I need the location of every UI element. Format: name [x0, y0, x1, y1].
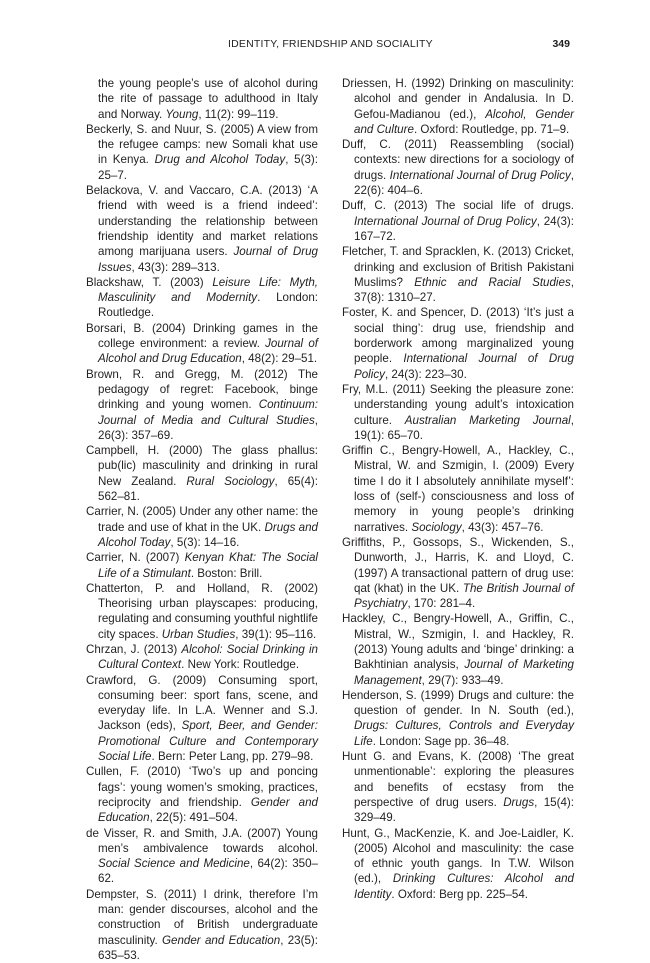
reference-text: Fletcher, T. and Spracklen, K. (2013) Cricket, drinking and exclusion of British Pakistani Muslims?: [342, 245, 574, 289]
running-head: [0, 38, 650, 52]
reference-entry: [342, 198, 574, 244]
reference-source-title: Social Science and Medicine: [98, 857, 250, 871]
reference-text: , 15(4): 329–49.: [354, 795, 574, 825]
reference-text: , 26(3): 357–69.: [98, 413, 318, 442]
reference-entry: [86, 581, 318, 642]
reference-text: . London: Routledge.: [98, 291, 318, 320]
reference-text: Duff, C. (2013) The social life of drugs.: [342, 199, 574, 213]
reference-entry: [342, 76, 574, 137]
reference-entry: [86, 321, 318, 367]
reference-text: Brown, R. and Gregg, M. (2012) The pedagogy of regret: Facebook, binge drinking and young women.: [86, 367, 318, 412]
reference-entry: [86, 275, 318, 321]
reference-text: . Boston: Brill.: [190, 566, 263, 580]
reference-text: . London: Sage pp. 36–48.: [372, 734, 510, 748]
reference-source-title: Drugs: [503, 795, 535, 809]
reference-entry: [342, 382, 574, 443]
reference-source-title: Urban Studies: [161, 627, 236, 641]
running-head-title: IDENTITY, FRIENDSHIP AND SOCIALITY: [228, 38, 433, 50]
reference-source-title: Sociology: [411, 520, 462, 534]
reference-entry: [86, 887, 318, 963]
reference-text: Griffiths, P., Gossops, S., Wickenden, S., Dunworth, J., Harris, K. and Lloyd, C. (1997) A transactional pattern of drug use: qat (khat) in the UK.: [342, 535, 574, 595]
reference-text: , 5(3): 25–7.: [98, 153, 319, 182]
reference-source-title: Drinking Cultures: Alcohol and Identity: [354, 872, 574, 901]
reference-source-title: Journal of Drug Issues: [98, 245, 319, 274]
reference-entry: [342, 535, 574, 611]
reference-source-title: Journal of Marketing Management: [354, 658, 574, 687]
reference-text: Fry, M.L. (2011) Seeking the pleasure zone: understanding young adult’s intoxication culture.: [342, 382, 574, 427]
reference-text: , 170: 281–4.: [407, 597, 476, 611]
reference-text: , 22(6): 404–6.: [354, 168, 574, 198]
reference-source-title: Ethnic and Racial Studies: [414, 275, 571, 289]
reference-text: Henderson, S. (1999) Drugs and culture: the question of gender. In N. South (ed.),: [342, 688, 574, 718]
reference-entry: [86, 122, 318, 183]
reference-text: . New York: Routledge.: [181, 658, 300, 672]
reference-text: Belackova, V. and Vaccaro, C.A. (2013) ‘A friend with weed is a friend indeed’: understanding the relationship between friendship identity and market relations among marijuana users.: [86, 184, 318, 259]
reference-text: Dempster, S. (2011) I drink, therefore I’m man: gender discourses, alcohol and the construction of British undergraduate masculinity.: [86, 887, 318, 947]
page-number: 349: [552, 38, 570, 50]
reference-text: Borsari, B. (2004) Drinking games in the college environment: a review.: [86, 321, 318, 351]
reference-source-title: Journal of Alcohol and Drug Education: [98, 337, 318, 366]
reference-source-title: Drugs and Alcohol Today: [98, 520, 318, 549]
reference-entry: [342, 443, 574, 535]
reference-entry: [86, 367, 318, 443]
reference-text: Chatterton, P. and Holland, R. (2002) Theorising urban playscapes: producing, regulating and consuming youthful nightlife city spaces.: [86, 581, 318, 641]
reference-entry: [342, 137, 574, 198]
reference-text: , 24(3): 223–30.: [384, 367, 467, 381]
reference-source-title: International Journal of Drug Policy: [354, 214, 537, 228]
reference-source-title: Alcohol: Social Drinking in Cultural Context: [98, 642, 318, 672]
reference-entry: [342, 305, 574, 381]
reference-entry: [86, 673, 318, 765]
reference-text: , 48(2): 29–51.: [241, 352, 318, 366]
reference-entry: [342, 611, 574, 687]
reference-source-title: Drug and Alcohol Today: [154, 153, 286, 167]
reference-text: Carrier, N. (2007): [86, 551, 185, 565]
reference-text: Hunt G. and Evans, K. (2008) ‘The great unmentionable’: exploring the pleasures and benefits of ecstasy from the perspective of drug users.: [342, 750, 574, 809]
reference-text: de Visser, R. and Smith, J.A. (2007) Young men’s ambivalence towards alcohol.: [86, 826, 318, 855]
reference-text: Hunt, G., MacKenzie, K. and Joe-Laidler, K. (2005) Alcohol and masculinity: the case of ethnic youth gangs. In T.W. Wilson (ed.),: [342, 826, 574, 886]
reference-source-title: Alcohol, Gender and Culture: [354, 107, 575, 136]
reference-text: Blackshaw, T. (2003): [86, 275, 213, 289]
reference-entry: [86, 826, 318, 887]
reference-text: , 37(8): 1310–27.: [354, 275, 574, 305]
reference-text: , 24(3): 167–72.: [354, 214, 574, 243]
reference-text: , 23(5): 635–53.: [98, 933, 318, 962]
reference-entry: [86, 183, 318, 275]
reference-text: Carrier, N. (2005) Under any other name: the trade and use of khat in the UK.: [86, 505, 318, 534]
reference-entry: [342, 244, 574, 305]
reference-entry: [86, 764, 318, 825]
reference-source-title: The British Journal of Psychiatry: [354, 581, 574, 611]
reference-text: Driessen, H. (1992) Drinking on masculinity: alcohol and gender in Andalusia. In D. Gefou-Madianou (ed.),: [342, 77, 574, 121]
reference-entry: [86, 642, 318, 673]
reference-source-title: Drugs: Cultures, Controls and Everyday Life: [354, 719, 574, 748]
reference-source-title: International Journal of Drug Policy: [389, 168, 571, 182]
reference-text: , 65(4): 562–81.: [98, 474, 318, 504]
reference-text: Chrzan, J. (2013): [86, 642, 182, 656]
reference-text: Foster, K. and Spencer, D. (2013) ‘It’s just a social thing’: drug use, friendship and borderwork among marginalized young people.: [342, 306, 574, 366]
reference-text: , 11(2): 99–119.: [198, 107, 279, 121]
reference-source-title: International Journal of Drug Policy: [354, 352, 574, 381]
reference-entry: [86, 550, 318, 581]
reference-entry: [342, 826, 574, 902]
reference-text: , 19(1): 65–70.: [354, 413, 574, 442]
reference-entry: [86, 443, 318, 504]
reference-text: . Bern: Peter Lang, pp. 279–98.: [151, 750, 314, 764]
reference-source-title: Gender and Education: [162, 933, 281, 947]
reference-text: , 43(3): 289–313.: [131, 260, 220, 274]
reference-text: , 64(2): 350–62.: [98, 857, 318, 886]
reference-entry-continued: [86, 76, 318, 122]
reference-source-title: Continuum: Journal of Media and Cultural Studies: [98, 398, 318, 427]
reference-text: Crawford, G. (2009) Consuming sport, consuming beer: sport fans, scene, and everyday life. In L.A. Wenner and S.J. Jackson (eds),: [86, 673, 318, 733]
reference-entry: [342, 749, 574, 825]
reference-text: Hackley, C., Bengry-Howell, A., Griffin, C., Mistral, W., Szmigin, I. and Hackley, R. (2013) Young adults and ‘binge’ drinking: a Bakhtinian analysis,: [342, 612, 574, 672]
reference-entry: [86, 504, 318, 550]
reference-text: Beckerly, S. and Nuur, S. (2005) A view from the refugee camps: new Somali khat use in Kenya.: [86, 122, 318, 167]
reference-text: Griffin C., Bengry-Howell, A., Hackley, C., Mistral, W. and Szmigin, I. (2009) Every time I do it I absolutely annihilate myself’: loss of (self-) consciousness and loss of memory in young people’s drinking narratives.: [342, 444, 574, 534]
reference-source-title: Rural Sociology: [186, 474, 275, 488]
reference-text: Campbell, H. (2000) The glass phallus: pub(lic) masculinity and drinking in rural New Zealand.: [86, 444, 318, 488]
reference-column-right: [342, 76, 574, 902]
reference-text: Duff, C. (2011) Reassembling (social) contexts: new directions for a sociology of drugs.: [342, 138, 574, 182]
reference-source-title: Kenyan Khat: The Social Life of a Stimulant: [98, 551, 318, 580]
reference-text: . Oxford: Routledge, pp. 71–9.: [413, 122, 570, 136]
reference-text: . Oxford: Berg pp. 225–54.: [391, 887, 529, 901]
reference-text: , 39(1): 95–116.: [235, 627, 317, 641]
reference-source-title: Australian Marketing Journal: [404, 413, 571, 427]
reference-source-title: Sport, Beer, and Gender: Promotional Culture and Contemporary Social Life: [98, 719, 319, 764]
reference-text: , 22(5): 491–504.: [149, 811, 238, 825]
reference-source-title: Young: [165, 107, 199, 121]
reference-text: the young people’s use of alcohol during the rite of passage to adulthood in Italy and Norway.: [98, 77, 318, 121]
reference-text: Cullen, F. (2010) ‘Two’s up and poncing fags’: young women’s smoking, practices, reciprocity and friendship.: [86, 765, 318, 809]
reference-column-left: [86, 76, 318, 963]
reference-source-title: Leisure Life: Myth, Masculinity and Modernity: [98, 275, 318, 305]
reference-entry: [342, 688, 574, 749]
reference-text: , 5(3): 14–16.: [170, 535, 240, 549]
reference-source-title: Gender and Education: [98, 795, 318, 825]
reference-text: , 43(3): 457–76.: [461, 520, 544, 534]
reference-text: , 29(7): 933–49.: [421, 673, 504, 687]
